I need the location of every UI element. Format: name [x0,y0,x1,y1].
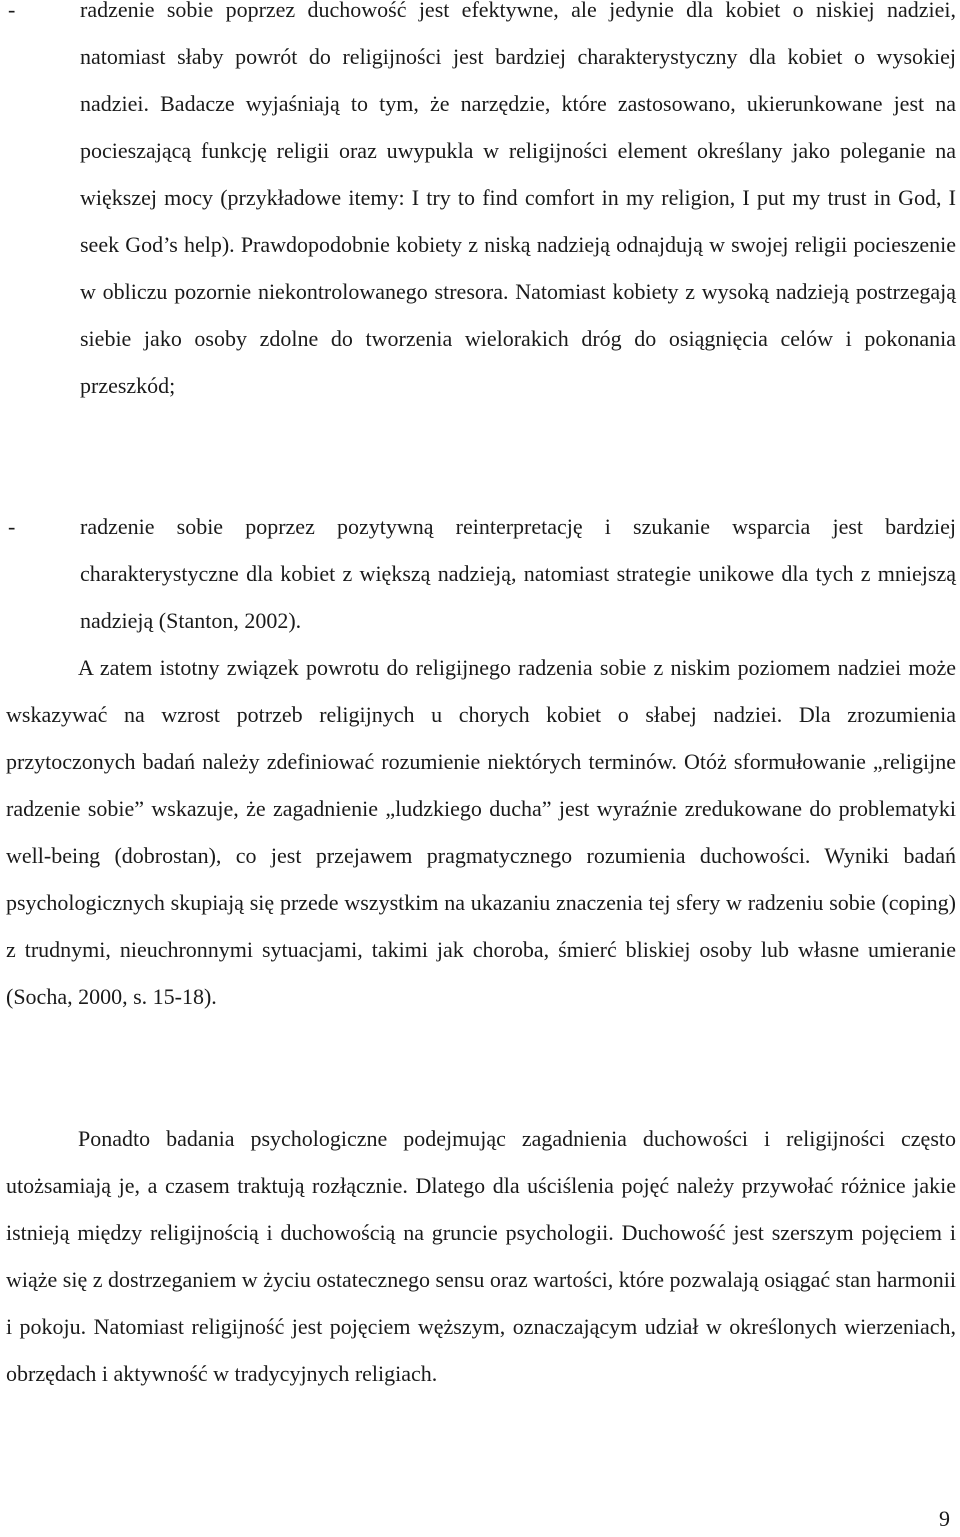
list-item-1 [8,0,956,456]
text-segment: ) z trudnymi, nieuchronnymi sytuacjami, takimi jak choroba, śmierć bliskiej osoby lub własne umieranie (Socha, 2000, s. 15-18). [6,890,956,1009]
page-number: 9 [939,1506,950,1531]
italic-term: coping [888,890,949,915]
text-segment: radzenie sobie poprzez pozytywną reinterpretację i szukanie wsparcia jest bardziej charakterystyczne dla kobiet z większą nadzieją, natomiast strategie unikowe dla tych z mniejszą nadzieją (Stanton, 2002). [80,514,956,633]
list-item-2 [8,503,956,644]
italic-term: well-being [6,843,101,868]
text-segment: A zatem istotny związek powrotu do religijnego radzenia sobie z niskim poziomem nadziei może wskazywać na wzrost potrzeb religijnych u chorych kobiet o słabej nadziei. Dla zrozumienia przytoczonych badań należy zdefiniować rozumienie niektórych terminów. Otóż sformułowanie „religijne radzenie sobie” wskazuje, że zagadnienie „ludzkiego ducha” jest wyraźnie zredukowane do problematyki [6,655,956,821]
list-dash: - [8,0,16,22]
paragraph-2 [6,1115,956,1397]
text-segment: Ponadto badania psychologiczne podejmując zagadnienia duchowości i religijności często utożsamiają je, a czasem traktują rozłącznie. Dlatego dla uściślenia pojęć należy przywołać różnice jakie istnieją między religijnością i duchowością na gruncie psychologii. Duchowość jest szerszym pojęciem i wiąże się z dostrzeganiem w życiu ostatecznego sensu oraz wartości, które pozwalają osiągać stan harmonii i pokoju. Natomiast religijność jest pojęciem węższym, oznaczającym udział w określonych wierzeniach, obrzędach i aktywność w tradycyjnych religiach. [6,1126,956,1386]
list-item-text [80,503,956,644]
italic-quote-segment: I try to find comfort in my religion, I put my trust in God, I seek God’s help [80,185,956,257]
list-item-text [80,0,956,409]
text-segment: radzenie sobie poprzez duchowość jest efektywne, ale jedynie dla kobiet o niskiej nadziei, natomiast słaby powrót do religijności jest bardziej charakterystyczny dla kobiet o wysokiej nadziei. Badacze wyjaśniają to tym, że narzędzie, które zastosowano, ukierunkowane jest na pocieszającą funkcję religii oraz uwypukla w religijności element określany jako poleganie na większej mocy (przykładowe itemy: [80,0,956,210]
list-dash: - [8,514,16,539]
text-segment: (dobrostan), co jest przejawem pragmatycznego rozumienia duchowości. Wyniki badań psychologicznych skupiają się przede wszystkim na ukazaniu znaczenia tej sfery w radzeniu sobie ( [6,843,956,915]
paragraph-1 [6,644,956,1020]
text-segment: ). Prawdopodobnie kobiety z niską nadzieją odnajdują w swojej religii pocieszenie w obliczu pozornie niekontrolowanego stresora. Natomiast kobiety z wysoką nadzieją postrzegają siebie jako osoby zdolne do tworzenia wielorakich dróg do osiągnięcia celów i pokonania przeszkód; [80,232,957,398]
